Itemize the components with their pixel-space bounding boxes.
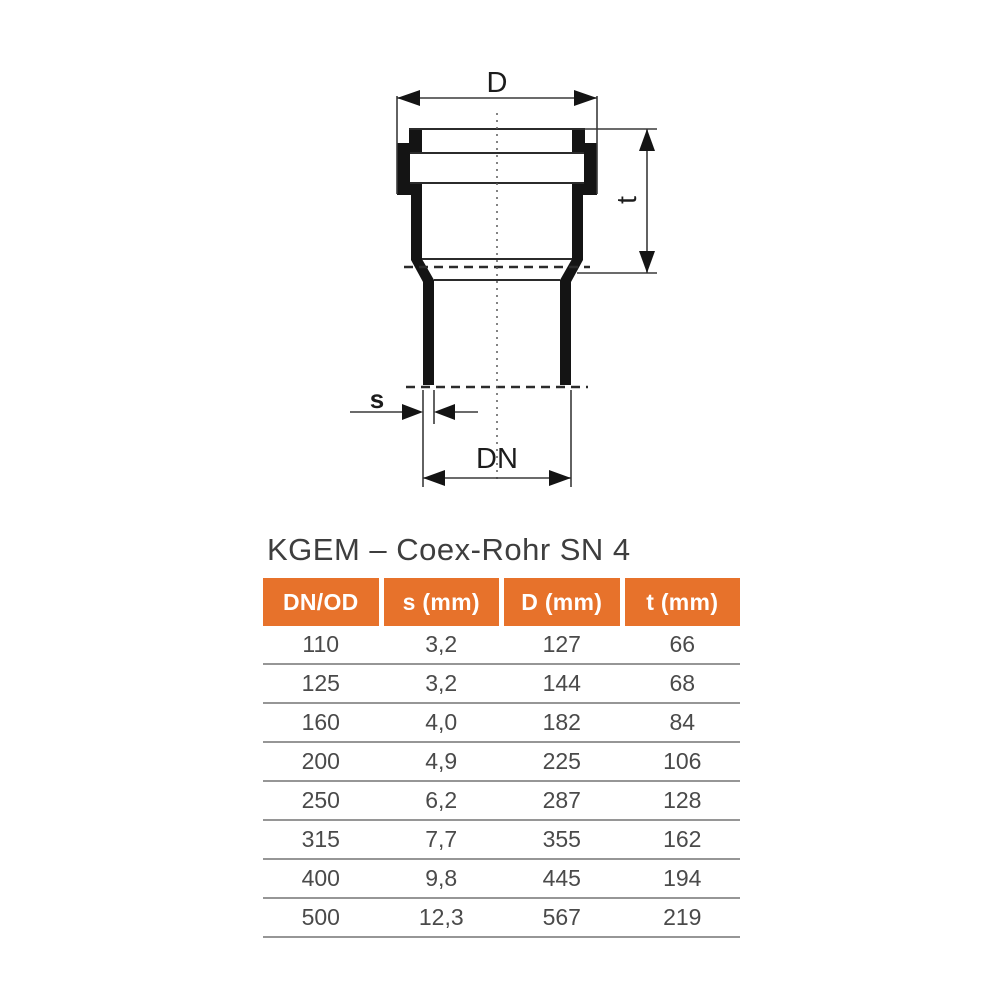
cell-s: 3,2 — [425, 670, 458, 696]
cell-dn-od: 400 — [301, 865, 340, 891]
dn-arrow-left — [423, 470, 445, 486]
cell-d: 287 — [542, 787, 581, 813]
cell-s: 12,3 — [418, 904, 464, 930]
cell-d: 182 — [542, 709, 581, 735]
column-header-d: D (mm) — [504, 578, 620, 626]
column-header-s: s (mm) — [384, 578, 500, 626]
cell-s: 7,7 — [425, 826, 458, 852]
dim-label-wall-thickness: s — [369, 384, 385, 414]
pipe-section-walls — [397, 129, 597, 385]
cell-t: 68 — [669, 670, 696, 696]
cell-t: 219 — [663, 904, 702, 930]
cell-t: 194 — [663, 865, 702, 891]
cell-d: 355 — [542, 826, 581, 852]
table-row — [263, 860, 740, 899]
d-arrow-left — [397, 90, 420, 106]
cell-dn-od: 200 — [301, 748, 340, 774]
cell-t: 66 — [669, 631, 696, 657]
cell-d: 445 — [542, 865, 581, 891]
dn-arrow-right — [549, 470, 571, 486]
cell-s: 4,0 — [425, 709, 458, 735]
column-header-dn-od: DN/OD — [263, 578, 379, 626]
cell-d: 144 — [542, 670, 581, 696]
cell-d: 127 — [542, 631, 581, 657]
cell-dn-od: 160 — [301, 709, 340, 735]
dim-label-outer-diameter: D — [486, 67, 508, 99]
pipe-wall-right — [560, 129, 597, 385]
table-row — [263, 743, 740, 782]
product-title: KGEM – Coex-Rohr SN 4 — [267, 532, 631, 567]
cell-dn-od: 500 — [301, 904, 340, 930]
dimension-lines — [350, 96, 657, 487]
cell-d: 225 — [542, 748, 581, 774]
cell-d: 567 — [542, 904, 581, 930]
cell-t: 128 — [663, 787, 702, 813]
table-row — [263, 704, 740, 743]
pipe-wall-left — [397, 129, 434, 385]
cell-dn-od: 125 — [301, 670, 340, 696]
cell-s: 3,2 — [425, 631, 458, 657]
cell-t: 162 — [663, 826, 702, 852]
column-header-t: t (mm) — [625, 578, 741, 626]
dimension-arrows — [397, 90, 655, 486]
d-arrow-right — [574, 90, 597, 106]
cell-dn-od: 250 — [301, 787, 340, 813]
table-row — [263, 899, 740, 938]
cell-s: 4,9 — [425, 748, 458, 774]
table-row — [263, 626, 740, 665]
s-arrow-inner — [434, 404, 455, 420]
dimension-table — [263, 578, 740, 938]
t-arrow-bottom — [639, 251, 655, 273]
table-row — [263, 665, 740, 704]
cell-s: 6,2 — [425, 787, 458, 813]
cell-s: 9,8 — [425, 865, 458, 891]
dim-label-nominal-diameter: DN — [476, 443, 518, 475]
cell-t: 106 — [663, 748, 702, 774]
table-row — [263, 782, 740, 821]
table-row — [263, 821, 740, 860]
dim-label-socket-depth: t — [611, 196, 642, 204]
table-header-row — [263, 578, 740, 626]
cell-t: 84 — [669, 709, 696, 735]
t-arrow-top — [639, 129, 655, 151]
cell-dn-od: 315 — [301, 826, 340, 852]
table-body — [263, 626, 740, 938]
s-arrow-outer — [402, 404, 423, 420]
cell-dn-od: 110 — [302, 631, 340, 657]
